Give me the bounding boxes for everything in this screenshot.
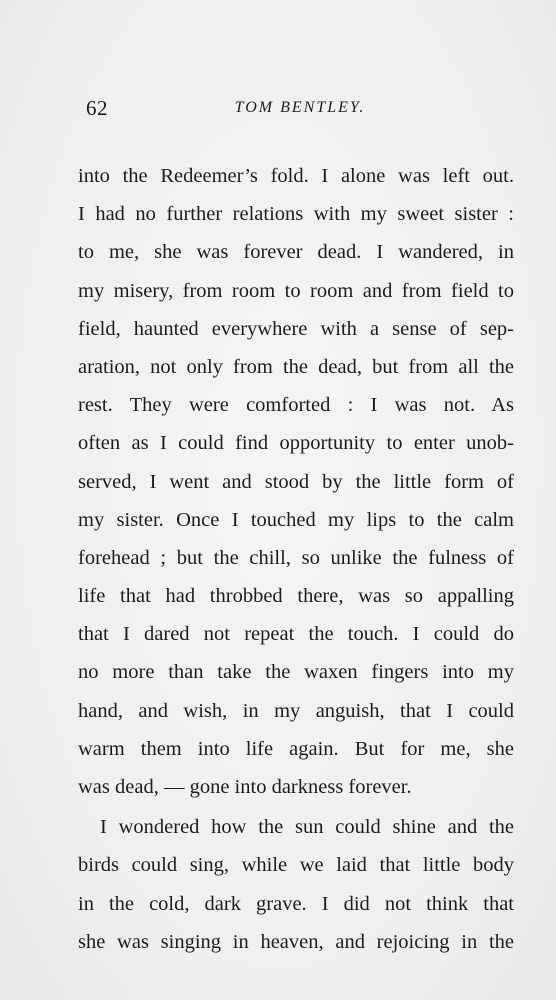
text-line: served, I went and stood by the little form of <box>78 470 514 493</box>
text-line: she was singing in heaven, and rejoicing in the <box>78 930 514 953</box>
text-line: warm them into life again. But for me, she <box>78 737 514 760</box>
text-line: forehead ; but the chill, so unlike the fulness of <box>78 546 514 569</box>
text-line: rest. They were comforted : I was not. As <box>78 394 514 417</box>
paragraph-1 <box>78 157 514 806</box>
text-line: aration, not only from the dead, but from all the <box>78 355 514 378</box>
text-line: my misery, from room to room and from field to <box>78 279 514 302</box>
text-line: in the cold, dark grave. I did not think that <box>78 892 514 915</box>
text-line: hand, and wish, in my anguish, that I could <box>78 699 514 722</box>
text-line: I had no further relations with my sweet sister : <box>78 203 514 226</box>
paragraph-2 <box>78 808 514 961</box>
text-line: I wondered how the sun could shine and the <box>100 816 514 839</box>
text-line: my sister. Once I touched my lips to the calm <box>78 508 514 531</box>
text-line: that I dared not repeat the touch. I could do <box>78 623 514 646</box>
text-line: no more than take the waxen fingers into my <box>78 661 514 684</box>
running-head: TOM BENTLEY. <box>234 99 366 116</box>
text-line: to me, she was forever dead. I wandered, in <box>78 241 514 264</box>
text-line: birds could sing, while we laid that little body <box>78 854 514 877</box>
text-line: into the Redeemer’s fold. I alone was left out. <box>78 165 514 187</box>
text-line: life that had throbbed there, was so appalling <box>78 585 514 608</box>
text-line: field, haunted everywhere with a sense of sep- <box>78 317 514 340</box>
text-line: often as I could find opportunity to enter unob- <box>78 432 514 455</box>
text-line: was dead, — gone into darkness forever. <box>78 776 412 798</box>
body-text <box>78 157 514 961</box>
page-header <box>86 96 514 126</box>
page-number: 62 <box>86 96 108 120</box>
